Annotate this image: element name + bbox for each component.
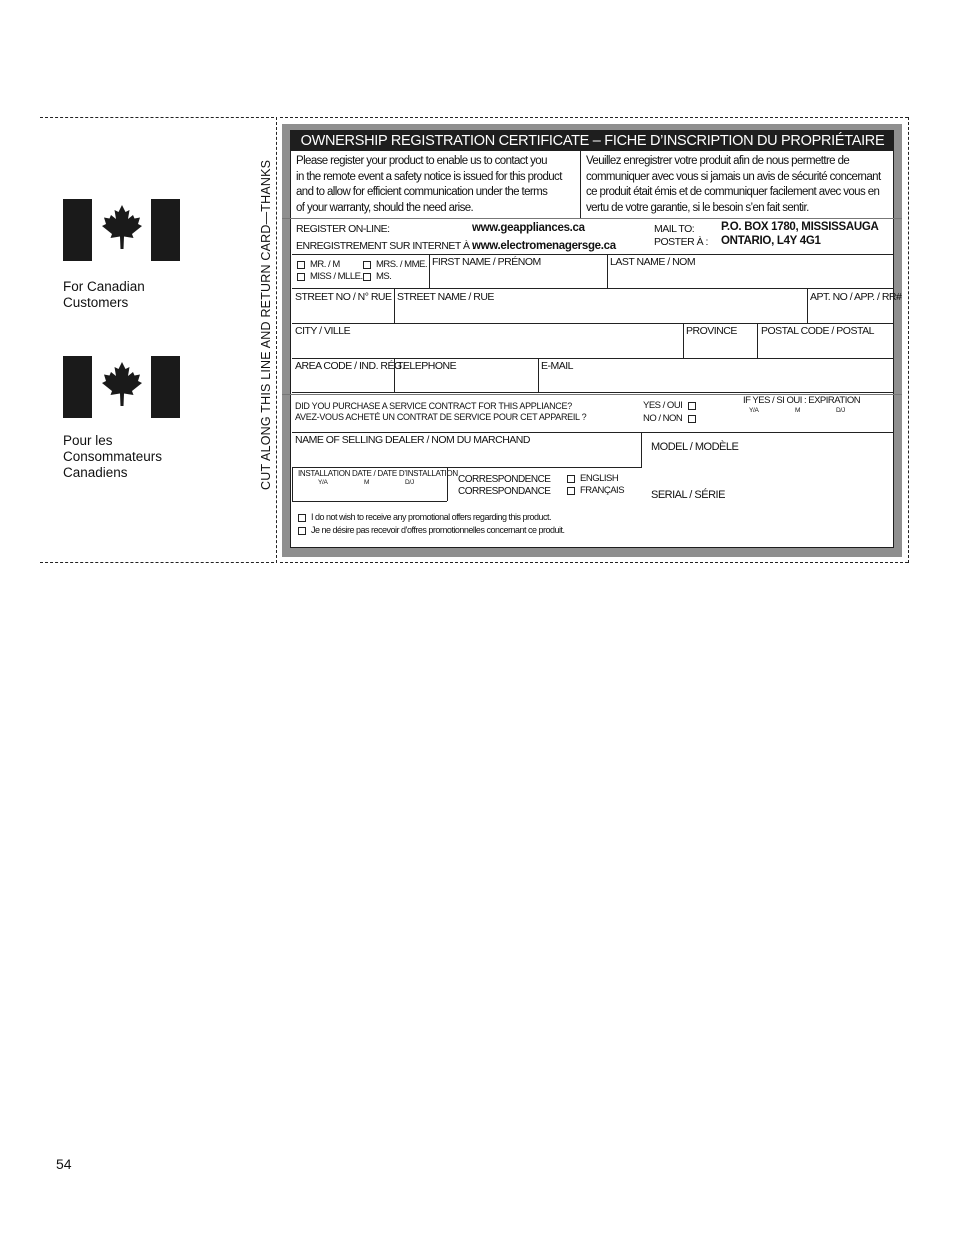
cell-divider: [429, 254, 430, 288]
correspondence-label-fr: CORRESPONDANCE: [458, 486, 551, 497]
label-miss: MISS / MLLE.: [310, 271, 363, 282]
label-ms: MS.: [376, 271, 392, 282]
city-field[interactable]: CITY / VILLE: [295, 325, 351, 337]
row-line: [292, 432, 894, 433]
mail-to-label-fr: POSTER À :: [654, 236, 708, 248]
cut-line-bottom-right: [280, 562, 908, 563]
expiration-month: M: [795, 407, 801, 414]
register-online-link[interactable]: www.geappliances.ca: [472, 222, 585, 234]
checkbox-mrs[interactable]: [363, 261, 371, 269]
email-field[interactable]: E-MAIL: [541, 360, 574, 372]
last-name-field[interactable]: LAST NAME / NOM: [610, 256, 696, 268]
canadian-flag-icon: [63, 356, 180, 418]
street-name-field[interactable]: STREET NAME / RUE: [397, 291, 494, 303]
optout-label-en: I do not wish to receive any promotional offers regarding this product.: [311, 512, 551, 522]
model-field[interactable]: MODEL / MODÈLE: [651, 441, 739, 453]
cell-divider: [394, 358, 395, 392]
installation-date-label: INSTALLATION DATE / DATE D’INSTALLATION: [298, 469, 458, 478]
checkbox-english[interactable]: [567, 475, 575, 483]
first-name-field[interactable]: FIRST NAME / PRÉNOM: [432, 256, 541, 268]
cell-divider: [394, 288, 395, 323]
dealer-field[interactable]: NAME OF SELLING DEALER / NOM DU MARCHAND: [295, 434, 530, 446]
province-field[interactable]: PROVINCE: [686, 325, 737, 337]
caption-pour-les-consommateurs-canadiens: Pour les Consommateurs Canadiens: [63, 433, 163, 480]
row-line: [292, 467, 642, 468]
french-label: FRANÇAIS: [580, 485, 625, 496]
cut-line-bottom-left: [40, 562, 274, 563]
mail-to-label: MAIL TO:: [654, 223, 695, 235]
optout-label-fr: Je ne désire pas recevoir d’offres promotionnelles concernant ce produit.: [311, 525, 565, 535]
checkbox-no[interactable]: [688, 415, 696, 423]
cell-divider: [757, 323, 758, 358]
checkbox-yes[interactable]: [688, 402, 696, 410]
cell-divider: [807, 288, 808, 323]
card-title: OWNERSHIP REGISTRATION CERTIFICATE – FICHE D’INSCRIPTION DU PROPRIÉTAIRE: [291, 131, 894, 151]
register-online-label: REGISTER ON-LINE:: [296, 223, 390, 235]
row-line: [292, 323, 894, 324]
caption-for-canadian-customers: For Canadian Customers: [63, 279, 145, 310]
correspondence-label-en: CORRESPONDENCE: [458, 474, 551, 485]
intro-divider: [580, 151, 581, 218]
row-line: [292, 501, 447, 502]
street-no-field[interactable]: STREET NO / N° RUE: [295, 291, 392, 303]
checkbox-french[interactable]: [567, 487, 575, 495]
mail-address-line-1: P.O. BOX 1780, MISSISSAUGA: [721, 221, 879, 233]
expiration-year: Y/A: [749, 407, 759, 414]
cell-divider: [641, 432, 642, 467]
cell-divider: [447, 467, 448, 501]
register-online-link-fr[interactable]: www.electromenagersge.ca: [472, 240, 616, 252]
row-line: [292, 288, 894, 289]
expiration-day: D/J: [836, 407, 845, 414]
cell-divider: [292, 467, 293, 501]
serial-field[interactable]: SERIAL / SÉRIE: [651, 489, 725, 501]
cut-line-right: [908, 117, 909, 563]
label-mrs: MRS. / MME.: [376, 259, 427, 270]
checkbox-miss[interactable]: [297, 273, 305, 281]
expiration-label: IF YES / SI OUI : EXPIRATION: [743, 395, 861, 406]
mail-address-line-2: ONTARIO, L4Y 4G1: [721, 235, 821, 247]
cut-instruction-text: CUT ALONG THIS LINE AND RETURN CARD—THANKS: [259, 159, 273, 490]
english-label: ENGLISH: [580, 473, 619, 484]
checkbox-optout-fr[interactable]: [298, 527, 306, 535]
cut-line-top-left: [40, 117, 274, 118]
canadian-flag-icon: [63, 199, 180, 261]
section-separator: [282, 218, 902, 219]
page-number: 54: [56, 1156, 72, 1172]
service-question-en: DID YOU PURCHASE A SERVICE CONTRACT FOR THIS APPLIANCE?: [295, 401, 572, 411]
cell-divider: [538, 358, 539, 392]
yes-label: YES / OUI: [643, 400, 683, 411]
apt-no-field[interactable]: APT. NO / APP. / RR#: [810, 291, 902, 303]
install-day: D/J: [405, 479, 414, 486]
service-question-fr: AVEZ-VOUS ACHETÉ UN CONTRAT DE SERVICE POUR CET APPAREIL ?: [295, 412, 587, 422]
no-label: NO / NON: [643, 413, 683, 424]
cell-divider: [683, 323, 684, 358]
postal-code-field[interactable]: POSTAL CODE / POSTAL: [761, 325, 874, 337]
telephone-field[interactable]: TELEPHONE: [397, 360, 457, 372]
checkbox-mr[interactable]: [297, 261, 305, 269]
cut-line-top-right: [280, 117, 908, 118]
register-online-label-fr: ENREGISTREMENT SUR INTERNET À :: [296, 240, 475, 252]
cell-divider: [607, 254, 608, 288]
checkbox-ms[interactable]: [363, 273, 371, 281]
intro-english: Please register your product to enable us to contact you in the remote event a safety notice is issued for this product and to allow for efficient communication under the terms of your warranty, should the need arise.: [296, 155, 562, 214]
row-line: [292, 392, 894, 393]
row-line: [292, 358, 894, 359]
area-code-field[interactable]: AREA CODE / IND. RÉG.: [295, 360, 405, 372]
row-line: [292, 254, 894, 255]
intro-french: Veuillez enregistrer votre produit afin de nous permettre de communiquer avec vous si jamais un avis de sécurité concernant ce produit était émis et de communiquer facilement avec vous en vertu de votre garantie, si le besoin s’en fait sentir.: [586, 155, 881, 214]
install-month: M: [364, 479, 370, 486]
label-mr: MR. / M: [310, 259, 340, 270]
install-year: Y/A: [318, 479, 328, 486]
checkbox-optout-en[interactable]: [298, 514, 306, 522]
